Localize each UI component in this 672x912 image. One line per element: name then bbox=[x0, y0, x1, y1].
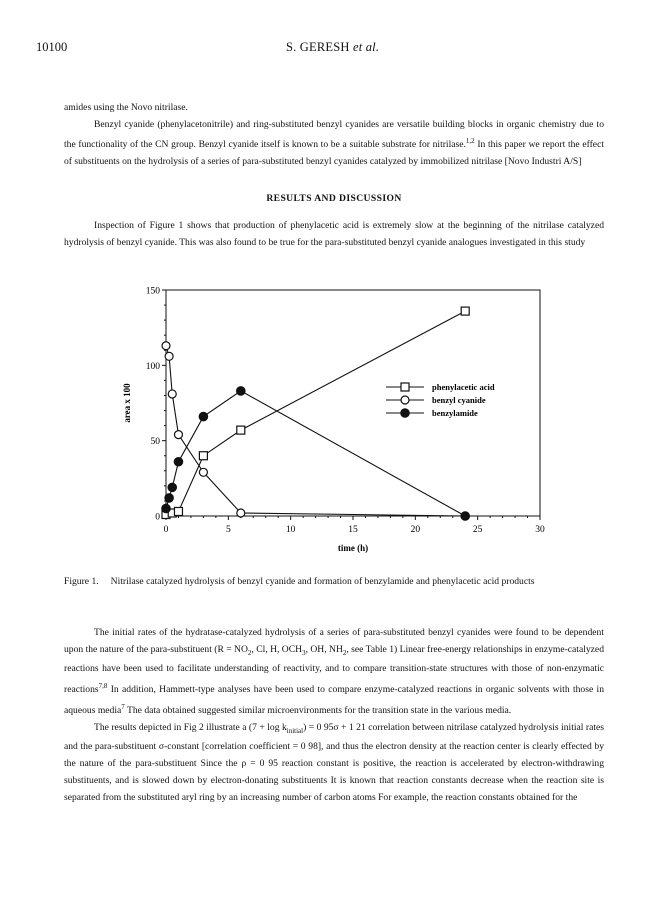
y-tick-label: 0 bbox=[155, 512, 160, 523]
data-point-benzylamide bbox=[199, 412, 208, 421]
et-al: et al. bbox=[352, 40, 380, 54]
section-heading: RESULTS AND DISCUSSION bbox=[266, 193, 402, 204]
x-tick-label: 0 bbox=[163, 525, 169, 535]
p1-text-c: , OH, NH bbox=[305, 643, 343, 655]
data-point-phenylacetic-acid bbox=[237, 426, 245, 434]
data-point-benzylamide bbox=[461, 512, 470, 521]
p1-citation: 7 bbox=[121, 702, 125, 711]
p1-citation: 7,8 bbox=[98, 682, 108, 691]
p1-subscript: 2 bbox=[342, 648, 347, 657]
body-paragraph-2 bbox=[64, 720, 604, 806]
intro-citation: 1,2 bbox=[465, 137, 475, 146]
p2-text-a: The results depicted in Fig 2 illustrate a (7 + log k bbox=[94, 721, 287, 733]
x-tick-label: 5 bbox=[225, 525, 231, 535]
x-axis-ticks bbox=[164, 516, 545, 535]
data-point-phenylacetic-acid bbox=[461, 307, 469, 315]
data-point-benzyl-cyanide bbox=[168, 390, 176, 398]
figure-1-chart bbox=[0, 280, 672, 560]
y-tick-label: 50 bbox=[150, 437, 160, 448]
intro-paragraph bbox=[64, 117, 604, 171]
y-tick-label: 150 bbox=[145, 286, 160, 297]
series-line-benzylamide bbox=[166, 391, 465, 516]
legend bbox=[386, 382, 495, 418]
x-tick-label: 15 bbox=[348, 525, 358, 535]
series-benzyl-cyanide bbox=[162, 342, 469, 520]
page-number: 10100 bbox=[36, 40, 68, 54]
x-tick-label: 25 bbox=[472, 525, 483, 535]
intro-text bbox=[64, 100, 604, 171]
figure-caption bbox=[64, 575, 604, 589]
legend-marker-benzylamide bbox=[401, 409, 410, 418]
x-tick-label: 20 bbox=[410, 525, 421, 535]
x-tick-label: 10 bbox=[285, 525, 296, 535]
x-axis-label: time (h) bbox=[337, 543, 369, 553]
y-axis-label: area x 100 bbox=[122, 383, 132, 423]
legend-marker-phenylacetic-acid bbox=[401, 383, 409, 391]
data-point-phenylacetic-acid bbox=[174, 507, 182, 515]
data-point-benzyl-cyanide bbox=[174, 431, 182, 439]
author-names: S. GERESH bbox=[286, 40, 350, 54]
running-header-authors bbox=[286, 40, 379, 55]
data-point-benzyl-cyanide bbox=[237, 509, 245, 517]
data-point-benzylamide bbox=[174, 457, 183, 466]
legend-label-benzyl-cyanide: benzyl cyanide bbox=[432, 395, 486, 405]
data-point-benzyl-cyanide bbox=[199, 468, 207, 476]
data-point-benzylamide bbox=[165, 494, 174, 503]
data-point-benzylamide bbox=[162, 504, 171, 513]
p2-text-b: ) = 0 95σ + 1 21 correlation between nitrilase catalyzed hydrolysis initial rates and the para-substituent σ-constant [correlation coefficient = 0 98], and thus the electron density at the reaction center is clearly effected by the nature of the para-substituent Since the ρ = 0 95 reaction constant is positive, the reaction is accelerated by electron-withdrawing substituents, and is slowed down by electron-donating substituents It is known that reaction constants decrease when the reaction site is separated from the substituted aryl ring by an increasing number of carbon atoms For example, the reaction constants obtained for the bbox=[64, 721, 605, 803]
legend-label-benzylamide: benzylamide bbox=[432, 408, 478, 418]
body-text bbox=[64, 625, 604, 806]
figure-caption-text: Nitrilase catalyzed hydrolysis of benzyl cyanide and formation of benzylamide and phenylacetic acid products bbox=[110, 576, 535, 587]
data-point-benzylamide bbox=[237, 387, 246, 396]
p1-subscript: 2 bbox=[247, 648, 252, 657]
y-axis-ticks bbox=[146, 287, 166, 523]
p1-subscript: 3 bbox=[302, 648, 306, 657]
p1-text-e: In addition, Hammett-type analyses have been used to compare enzyme-catalyzed reactions in organic solvents with those in aqueous media bbox=[64, 684, 604, 717]
legend-label-phenylacetic-acid: phenylacetic acid bbox=[432, 382, 495, 392]
x-tick-label: 30 bbox=[535, 525, 545, 535]
data-point-benzyl-cyanide bbox=[165, 352, 173, 360]
p1-text-f: The data obtained suggested similar microenvironments for the transition state in the various media. bbox=[124, 705, 512, 717]
intro-paragraph-end: In this paper we report the effect of substituents on the hydrolysis of a series of para-substituted benzyl cyanides catalyzed by immobilized nitrilase [Novo Industri A/S] bbox=[64, 139, 604, 168]
data-point-benzyl-cyanide bbox=[162, 342, 170, 350]
p1-text-d: , see Table 1) Linear free-energy relationships in enzyme-catalyzed reactions have been used to facilitate understanding of reactivity, and to compare transition-state structures with those of non-enzymatic reactions bbox=[64, 643, 604, 696]
legend-marker-benzyl-cyanide bbox=[401, 396, 409, 404]
body-paragraph-1 bbox=[64, 625, 604, 720]
results-paragraph: Inspection of Figure 1 shows that production of phenylacetic acid is extremely slow at the beginning of the nitrilase catalyzed hydrolysis of benzyl cyanide. This was also found to be true for the para-substituted benzyl cyanide analogues investigated in this study bbox=[64, 220, 604, 248]
intro-line: amides using the Novo nitrilase. bbox=[64, 102, 188, 113]
intro-paragraph-text: Benzyl cyanide (phenylacetonitrile) and ring-substituted benzyl cyanides are versatile building blocks in organic chemistry due to the functionality of the CN group. Benzyl cyanide itself is known to be a suitable substrate for nitrilase. bbox=[64, 118, 604, 151]
p2-subscript: initial bbox=[286, 726, 304, 735]
series-layer bbox=[162, 307, 470, 520]
y-tick-label: 100 bbox=[145, 361, 160, 372]
figure-caption-label: Figure 1. bbox=[64, 576, 99, 587]
p1-text-a: The initial rates of the hydratase-catalyzed hydrolysis of a series of para-substituted benzyl cyanides were found to be dependent upon the nature of the para-substituent (R = NO bbox=[64, 627, 604, 655]
data-point-benzylamide bbox=[168, 483, 177, 492]
data-point-phenylacetic-acid bbox=[199, 452, 207, 460]
p1-text-b: , Cl, H, OCH bbox=[251, 643, 303, 655]
